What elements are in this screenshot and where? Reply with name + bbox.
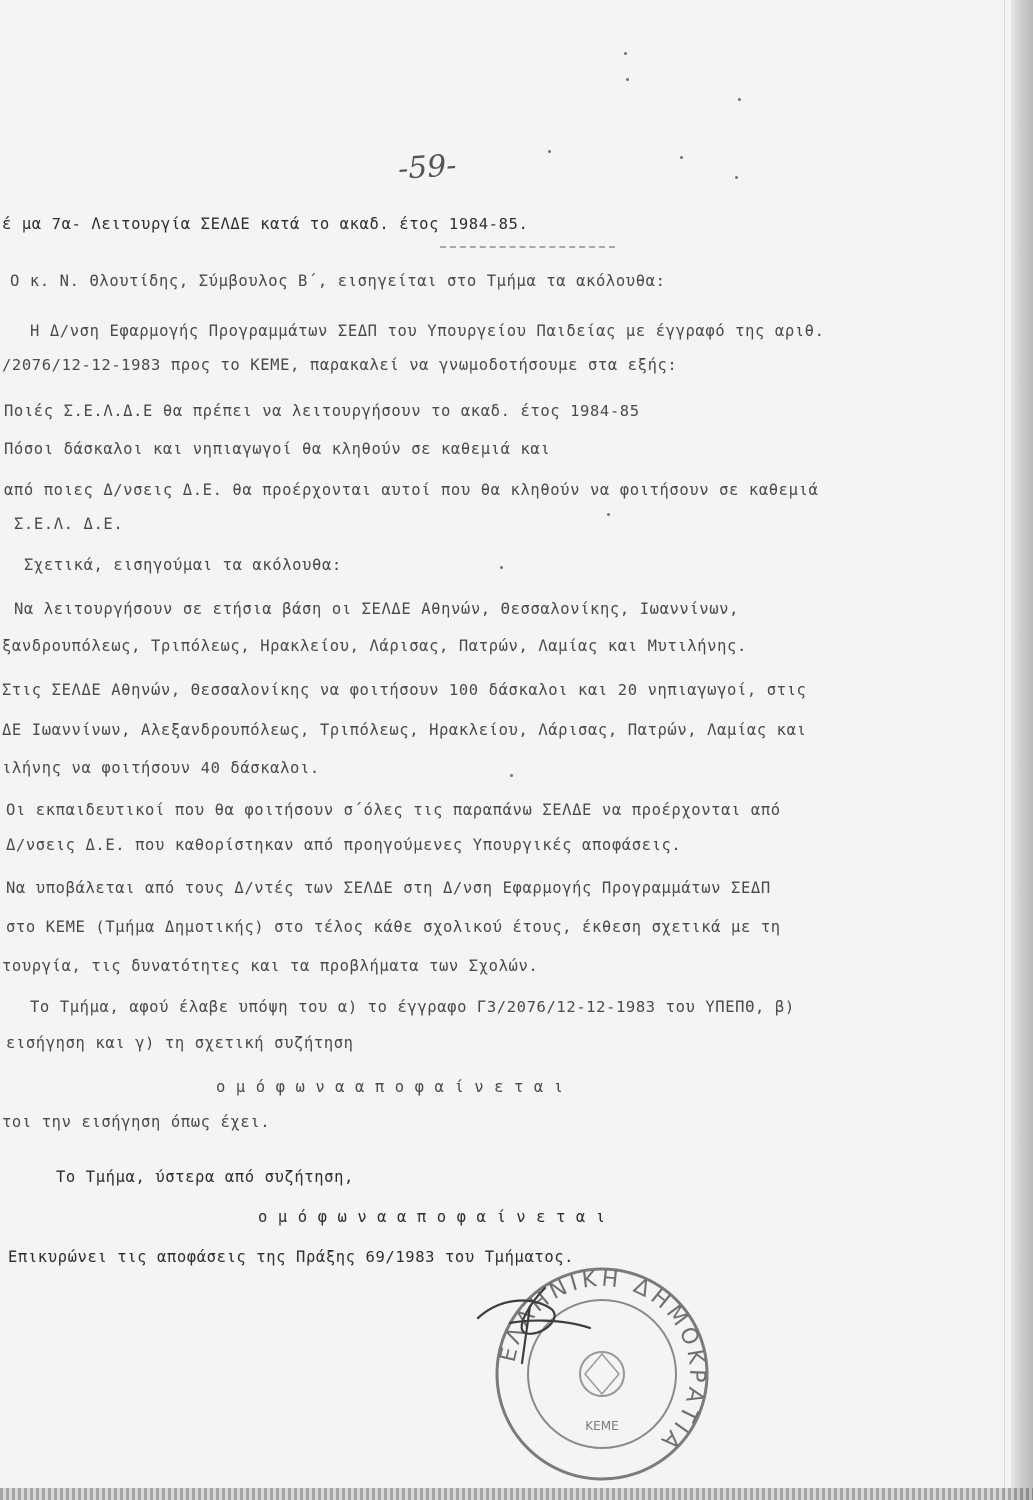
proposal-line: Δ/νσεις Δ.Ε. που καθορίστηκαν από προηγούμενες Υπουργικές αποφάσεις. (6, 836, 682, 854)
proposal-line: στο ΚΕΜΕ (Τμήμα Δημοτικής) στο τέλος κάθε σχολικού έτους, έκθεση σχετικά με τη (6, 918, 781, 936)
section2-ratify: Επικυρώνει τις αποφάσεις της Πράξης 69/1983 του Τμήματος. (8, 1248, 575, 1266)
scan-edge-artifact (0, 1488, 1033, 1500)
item-heading: έ μα 7α- Λειτουργία ΣΕΛΔΕ κατά το ακαδ. έτος 1984-85. (2, 215, 529, 233)
scan-speck (624, 52, 627, 55)
stamp-outer-text: ΕΛΛΗΝΙΚΗ ΔΗΜΟΚΡΑΤΙΑ (495, 1266, 710, 1457)
scan-speck (607, 513, 610, 516)
scan-speck (500, 566, 503, 569)
decision-preamble: Το Τμήμα, αφού έλαβε υπόψη του α) το έγγραφο Γ3/2076/12-12-1983 του ΥΠΕΠΘ, β) (30, 998, 795, 1016)
proposal-line: Να υποβάλεται από τους Δ/ντές των ΣΕΛΔΕ στη Δ/νση Εφαρμογής Προγραμμάτων ΣΕΔΠ (6, 879, 771, 897)
page-number: -59- (396, 148, 458, 187)
proposal-line: τουργία, τις δυνατότητες και τα προβλήματα των Σχολών. (2, 957, 539, 975)
page-fold-line (1004, 0, 1005, 1500)
body-line: Σ.Ε.Λ. Δ.Ε. (14, 515, 124, 533)
question-line: από ποιες Δ/νσεις Δ.Ε. θα προέρχονται αυτοί που θα κληθούν να φοιτήσουν σε καθεμιά (4, 481, 819, 499)
proposal-line: Οι εκπαιδευτικοί που θα φοιτήσουν σ΄όλες τις παραπάνω ΣΕΛΔΕ να προέρχονται από (6, 801, 781, 819)
handwritten-signature (470, 1278, 600, 1368)
stamp-inner-text: ΚΕΜΕ (585, 1419, 619, 1433)
question-line: Ποιές Σ.Ε.Λ.Δ.Ε θα πρέπει να λειτουργήσουν το ακαδ. έτος 1984-85 (4, 402, 640, 420)
body-line: Η Δ/νση Εφαρμογής Προγραμμάτων ΣΕΔΠ του Υπουργείου Παιδείας με έγγραφό της αριθ. (30, 322, 825, 340)
section2-decision: ο μ ό φ ω ν α α π ο φ α ί ν ε τ α ι (258, 1208, 606, 1226)
body-line: Σχετικά, εισηγούμαι τα ακόλουθα: (24, 556, 342, 574)
proposal-line: ξανδρουπόλεως, Τριπόλεως, Ηρακλείου, Λάρισας, Πατρών, Λαμίας και Μυτιλήνης. (2, 637, 747, 655)
scan-speck (626, 78, 629, 81)
scan-speck (738, 98, 741, 101)
decision-verb: ο μ ό φ ω ν α α π ο φ α ί ν ε τ α ι (216, 1078, 564, 1096)
rapporteur-line: Ο κ. Ν. Θλουτίδης, Σύμβουλος Β΄, εισηγείται στο Τμήμα τα ακόλουθα: (10, 272, 666, 290)
question-line: Πόσοι δάσκαλοι και νηπιαγωγοί θα κληθούν σε καθεμιά και (4, 440, 551, 458)
proposal-line: Να λειτουργήσουν σε ετήσια βάση οι ΣΕΛΔΕ Αθηνών, Θεσσαλονίκης, Ιωαννίνων, (14, 600, 740, 618)
proposal-line: ΔΕ Ιωαννίνων, Αλεξανδρουπόλεως, Τριπόλεως, Ηρακλείου, Λάρισας, Πατρών, Λαμίας και (2, 721, 807, 739)
scan-speck (548, 150, 551, 153)
proposal-line: ιλήνης να φοιτήσουν 40 δάσκαλοι. (2, 759, 320, 777)
page-binding-edge (1011, 0, 1033, 1500)
heading-underline (440, 246, 615, 249)
body-line: /2076/12-12-1983 προς το ΚΕΜΕ, παρακαλεί να γνωμοδοτήσουμε στα εξής: (2, 356, 678, 374)
decision-line: τοι την εισήγηση όπως έχει. (2, 1113, 271, 1131)
scan-speck (680, 156, 683, 159)
proposal-line: Στις ΣΕΛΔΕ Αθηνών, Θεσσαλονίκης να φοιτήσουν 100 δάσκαλοι και 20 νηπιαγωγοί, στις (2, 681, 807, 699)
decision-preamble: εισήγηση και γ) τη σχετική συζήτηση (6, 1034, 354, 1052)
section2-intro: Το Τμήμα, ύστερα από συζήτηση, (56, 1168, 354, 1186)
scan-speck (510, 774, 513, 777)
scan-speck (735, 176, 738, 179)
